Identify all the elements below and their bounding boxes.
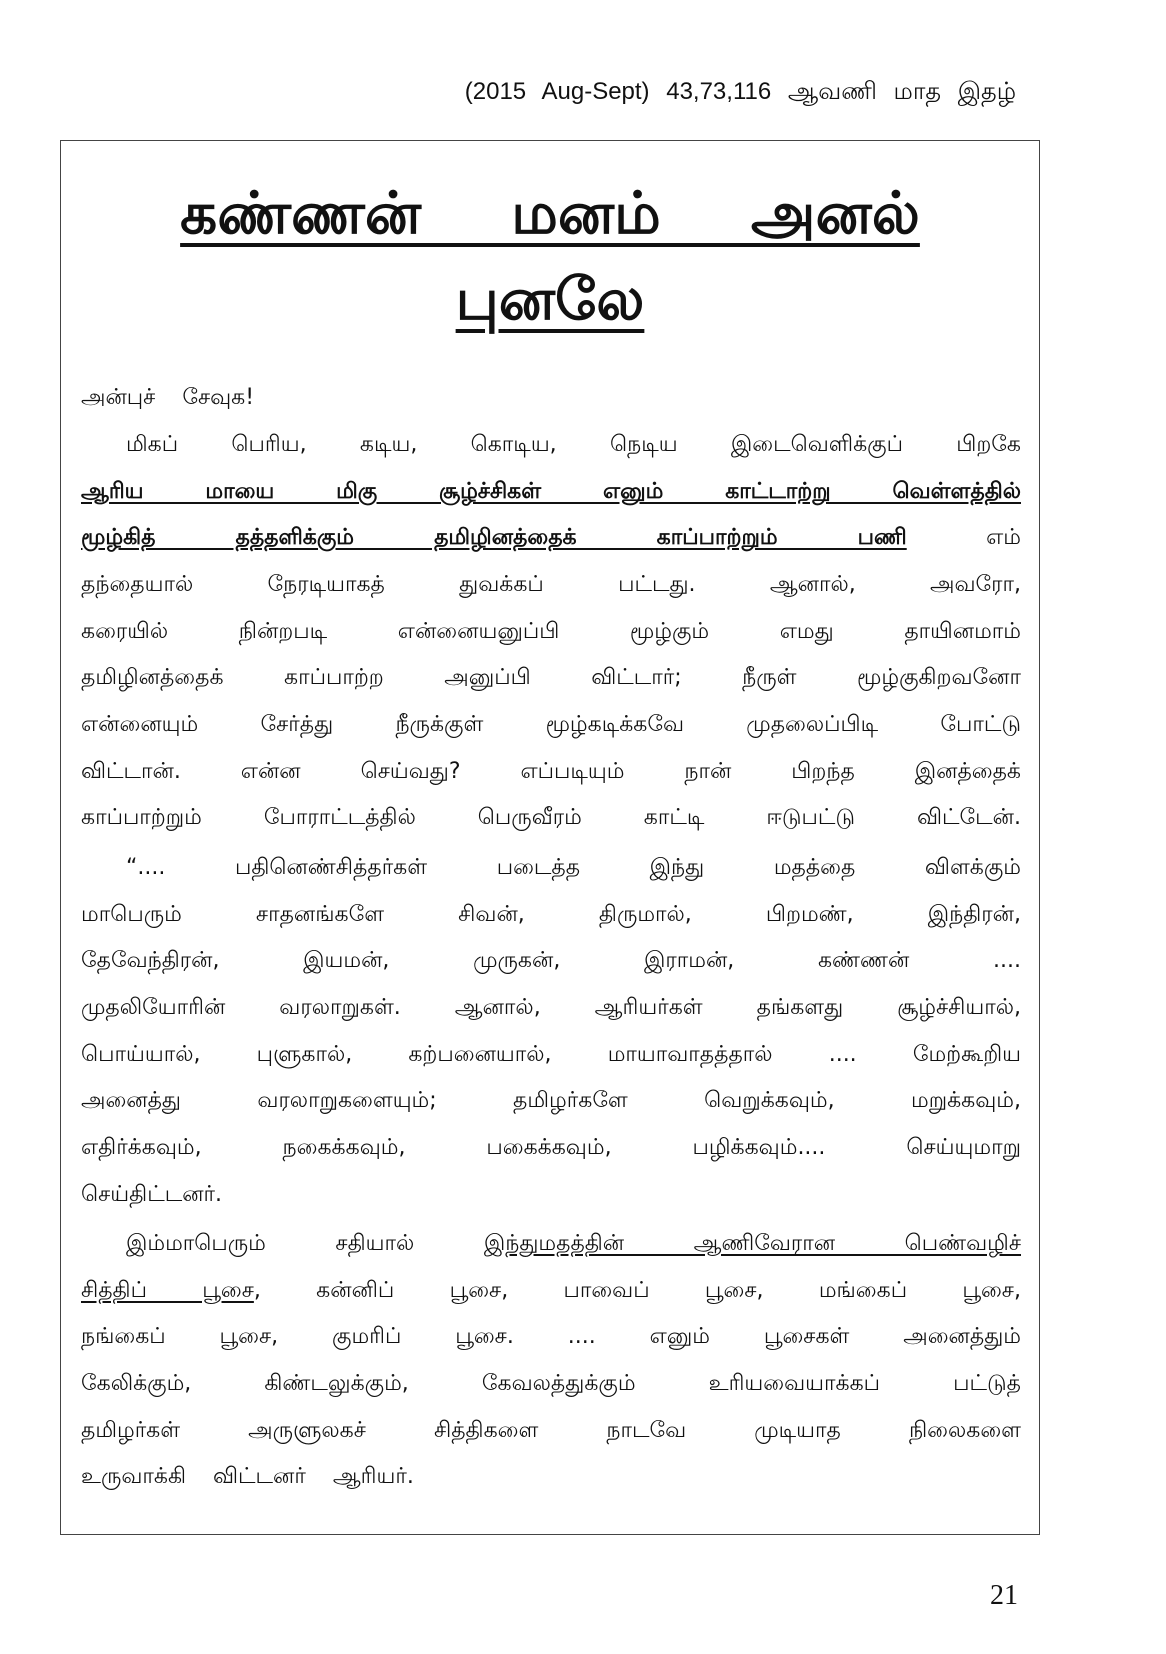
para3-line: தமிழர்கள் அருளுலகச் சித்திகளை நாடவே முடியாத நிலைகளை <box>81 1418 1021 1443</box>
para1-line: ஆரிய மாயை மிகு சூழ்ச்சிகள் எனும் காட்டாற்று வெள்ளத்தில் <box>81 479 1021 504</box>
para3-line: நங்கைப் பூசை, குமரிப் பூசை. .... எனும் பூசைகள் அனைத்தும் <box>81 1324 1021 1349</box>
greeting: அன்புச் சேவுக! <box>81 385 255 410</box>
article-title-line-1: கண்ணன் மனம் அனல் <box>180 179 920 247</box>
para1-text: எம் <box>986 525 1021 550</box>
para1-line: காப்பாற்றும் போராட்டத்தில் பெருவீரம் காட்டி ஈடுபட்டு விட்டேன். <box>81 805 1021 830</box>
para1-line: தமிழினத்தைக் காப்பாற்ற அனுப்பி விட்டார்; நீருள் மூழ்குகிறவனோ <box>81 665 1021 690</box>
para3-emphasis: சித்திப் பூசை <box>81 1278 254 1303</box>
article-title-line-2: புனலே <box>455 265 645 333</box>
para3-text: இம்மாபெரும் சதியால் <box>126 1231 415 1256</box>
para1-line: மிகப் பெரிய, கடிய, கொடிய, நெடிய இடைவெளிக்குப் பிறகே <box>126 432 1021 457</box>
para2-line: முதலியோரின் வரலாறுகள். ஆனால், ஆரியர்கள் தங்களது சூழ்ச்சியால், <box>81 995 1021 1020</box>
para2-line: மாபெரும் சாதனங்களே சிவன், திருமால், பிறமண், இந்திரன், <box>81 902 1021 927</box>
para2-line: பொய்யால், புளுகால், கற்பனையால், மாயாவாதத்தால் .... மேற்கூறிய <box>81 1042 1021 1067</box>
para3-line: உருவாக்கி விட்டனர் ஆரியர். <box>81 1464 414 1489</box>
article-frame <box>60 140 1040 1535</box>
para1-emphasis: மூழ்கித் தத்தளிக்கும் தமிழினத்தைக் காப்பாற்றும் பணி <box>81 525 907 550</box>
para2-line: அனைத்து வரலாறுகளையும்; தமிழர்களே வெறுக்கவும், மறுக்கவும், <box>81 1088 1021 1113</box>
journal-header: (2015 Aug-Sept) 43,73,116 ஆவணி மாத இதழ் <box>464 78 1016 105</box>
para2-line: செய்திட்டனர். <box>81 1182 223 1207</box>
para3-line: கேலிக்கும், கிண்டலுக்கும், கேவலத்துக்கும் உரியவையாக்கப் பட்டுத் <box>81 1371 1021 1396</box>
para3-text: , கன்னிப் பூசை, பாவைப் பூசை, மங்கைப் பூசை, <box>253 1278 1021 1303</box>
para1-line <box>81 521 1021 555</box>
para2-line: எதிர்க்கவும், நகைக்கவும், பகைக்கவும், பழிக்கவும்.... செய்யுமாறு <box>81 1135 1021 1160</box>
page-number: 21 <box>990 1580 1018 1611</box>
para3-line <box>81 1274 1021 1308</box>
para1-line: தந்தையால் நேரடியாகத் துவக்கப் பட்டது. ஆனால், அவரோ, <box>81 572 1021 597</box>
para3-line <box>126 1227 1021 1261</box>
para1-line: விட்டான். என்ன செய்வது? எப்படியும் நான் பிறந்த இனத்தைக் <box>81 759 1021 784</box>
para3-emphasis: இந்துமதத்தின் ஆணிவேரான பெண்வழிச் <box>483 1231 1021 1256</box>
para1-line: என்னையும் சேர்த்து நீருக்குள் மூழ்கடிக்கவே முதலைப்பிடி போட்டு <box>81 712 1021 737</box>
para1-line: கரையில் நின்றபடி என்னையனுப்பி மூழ்கும் எமது தாயினமாம் <box>81 619 1021 644</box>
para2-line: “.... பதினெண்சித்தர்கள் படைத்த இந்து மதத்தை விளக்கும் <box>126 855 1021 880</box>
para2-line: தேவேந்திரன், இயமன், முருகன், இராமன், கண்ணன் .... <box>81 948 1021 973</box>
